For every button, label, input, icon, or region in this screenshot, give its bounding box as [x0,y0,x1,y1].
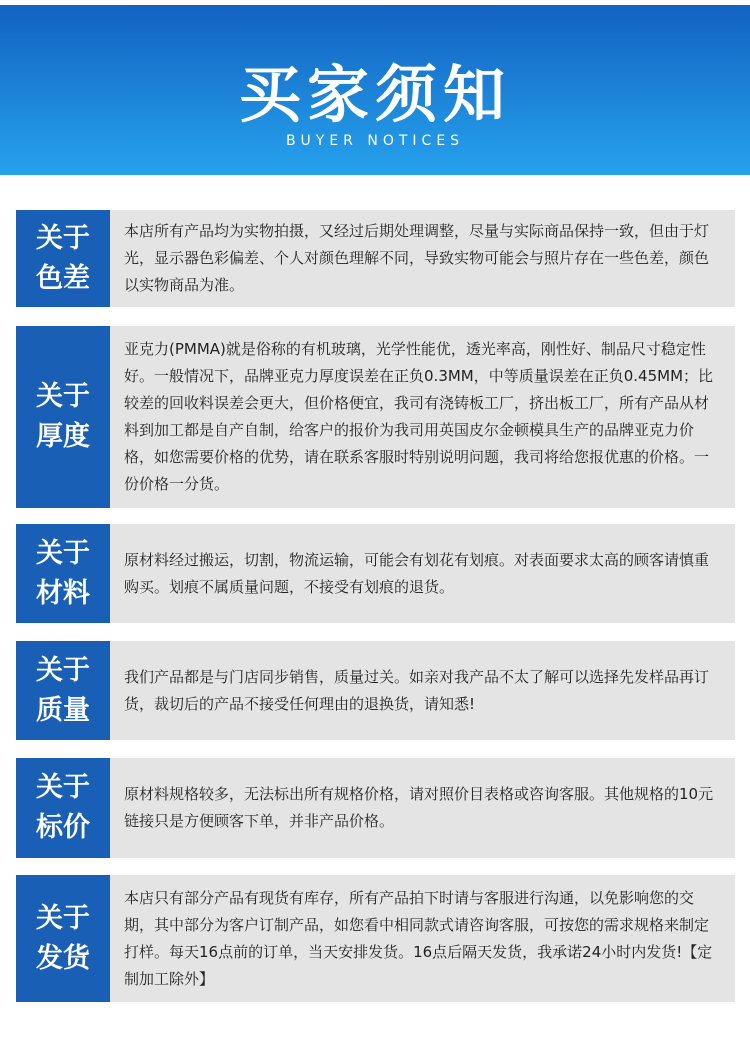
notice-thickness [16,326,735,508]
notice-material [16,524,735,623]
notice-quality [16,641,735,740]
notice-shipping [16,875,735,1002]
notice-label [16,524,110,623]
notice-text: 原材料经过搬运，切割，物流运输，可能会有划花有划痕。对表面要求太高的顾客请慎重购买。划痕不属质量问题，不接受有划痕的退货。 [110,524,735,623]
label-line2: 材料 [36,577,90,609]
label-line2: 质量 [36,694,90,726]
label-line2: 标价 [36,812,90,843]
notice-text: 我们产品都是与门店同步销售，质量过关。如亲对我产品不太了解可以选择先发样品再订货，裁切后的产品不接受任何理由的退换货，请知悉! [110,641,735,740]
label-line1: 关于 [36,654,90,686]
notice-text: 亚克力(PMMA)就是俗称的有机玻璃，光学性能优，透光率高，刚性好、制品尺寸稳定性好。一般情况下，品牌亚克力厚度误差在正负0.3MM，中等质量误差在正负0.45MM；比较差的回收料误差会更大，但价格便宜，我司有浇铸板工厂，挤出板工厂，所有产品从材料到加工都是自产自制，给客户的报价为我司用英国皮尔金顿模具生产的品牌亚克力价格，如您需要价格的优势，请在联系客服时特别说明问题，我司将给您报优惠的价格。一份价格一分货。 [110,326,735,508]
label-line2: 色差 [36,262,90,294]
notice-label [16,641,110,740]
notice-pricing [16,758,735,858]
label-line1: 关于 [36,381,90,412]
label-line2: 发货 [36,942,90,974]
notice-label [16,758,110,858]
notice-text: 本店只有部分产品有现货有库存，所有产品拍下时请与客服进行沟通，以免影响您的交期，其中部分为客户订制产品，如您看中相同款式请咨询客服，可按您的需求规格来制定打样。每天16点前的订单，当天安排发货。16点后隔天发货，我承诺24小时内发货!【定制加工除外】 [110,875,735,1002]
header-banner [0,5,750,175]
notice-label [16,875,110,1002]
label-line1: 关于 [36,772,90,803]
page-title: 买家须知 [238,58,511,131]
page-subtitle: BUYER NOTICES [285,133,465,149]
notice-label [16,210,110,307]
notice-text: 本店所有产品均为实物拍摄，又经过后期处理调整，尽量与实际商品保持一致，但由于灯光，显示器色彩偏差、个人对颜色理解不同，导致实物可能会与照片存在一些色差，颜色以实物商品为准。 [110,210,735,307]
notice-label [16,326,110,508]
notice-color-difference [16,210,735,307]
label-line2: 厚度 [36,421,90,452]
label-line1: 关于 [36,537,90,569]
notice-text: 原材料规格较多，无法标出所有规格价格，请对照价目表格或咨询客服。其他规格的10元链接只是方便顾客下单，并非产品价格。 [110,758,735,858]
label-line1: 关于 [36,222,90,254]
label-line1: 关于 [36,902,90,934]
